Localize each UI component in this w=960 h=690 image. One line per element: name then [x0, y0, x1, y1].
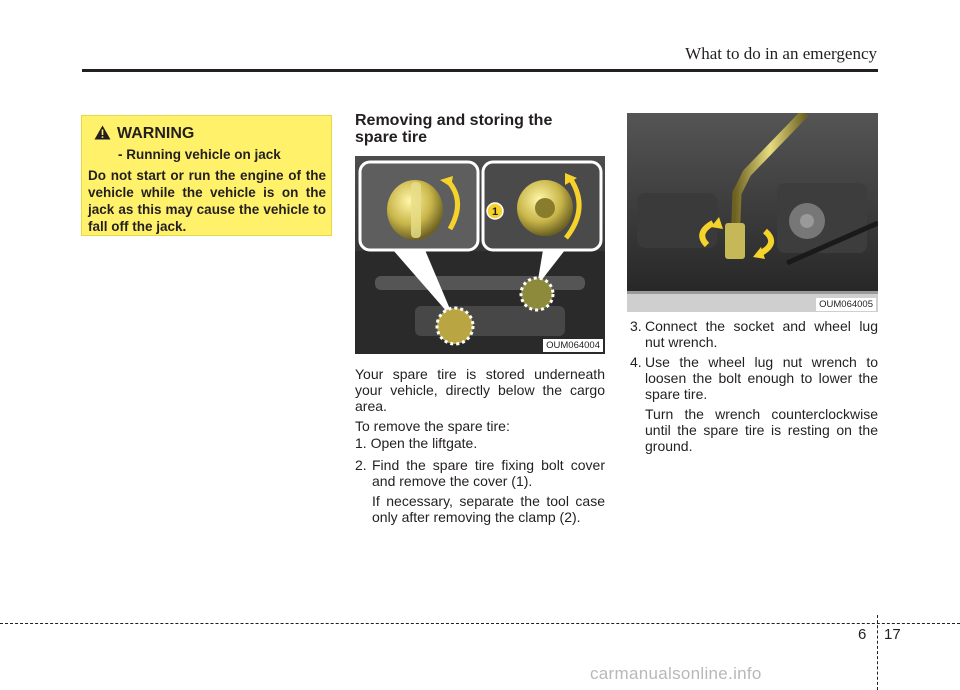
step-number: 1.	[355, 435, 367, 451]
step-2-note: If necessary, separate the tool case only after removing the clamp (2).	[372, 493, 605, 525]
warning-title: WARNING	[117, 125, 195, 142]
wrench-illustration	[627, 113, 878, 312]
warning-box	[81, 115, 332, 236]
step-2-number: 2.	[355, 457, 367, 473]
header-rule	[82, 69, 878, 72]
intro-paragraph: Your spare tire is stored underneath your vehicle, directly below the cargo area.	[355, 366, 605, 414]
step-1	[355, 435, 605, 451]
chapter-number: 6	[858, 626, 867, 643]
figure-wrench-photo	[627, 113, 878, 312]
step-3-text: Connect the socket and wheel lug nut wrench.	[645, 318, 878, 350]
figure-caption: OUM064005	[816, 298, 876, 311]
warning-body: Do not start or run the engine of the vehicle while the vehicle is on the jack as this may cause the vehicle to fall off the jack.	[88, 168, 326, 234]
warning-subtitle: - Running vehicle on jack	[118, 147, 281, 162]
step-text: Open the liftgate.	[370, 435, 478, 451]
section-heading-line1: Removing and storing the	[355, 112, 553, 129]
section-heading-line2: spare tire	[355, 129, 428, 146]
callout-number: 1	[491, 206, 499, 218]
step-4-text: Use the wheel lug nut wrench to loosen the bolt enough to lower the spare tire.	[645, 354, 878, 402]
step-2-text: Find the spare tire fixing bolt cover and remove the cover (1).	[372, 457, 605, 489]
warning-triangle-icon	[94, 125, 111, 140]
running-header: What to do in an emergency	[685, 44, 877, 63]
remove-intro: To remove the spare tire:	[355, 418, 510, 434]
step-3-number: 3.	[630, 318, 642, 334]
step-4-number: 4.	[630, 354, 642, 370]
step-4-note: Turn the wrench counterclockwise until the spare tire is resting on the ground.	[645, 406, 878, 454]
footer-rule	[0, 623, 960, 624]
figure-caption: OUM064004	[543, 339, 603, 352]
bolt-cover-illustration	[355, 156, 605, 354]
footer-divider	[877, 615, 878, 690]
figure-bolt-cover-photo	[355, 156, 605, 354]
page-number: 17	[884, 626, 901, 643]
watermark: carmanualsonline.info	[590, 664, 762, 683]
section-heading	[355, 112, 605, 146]
